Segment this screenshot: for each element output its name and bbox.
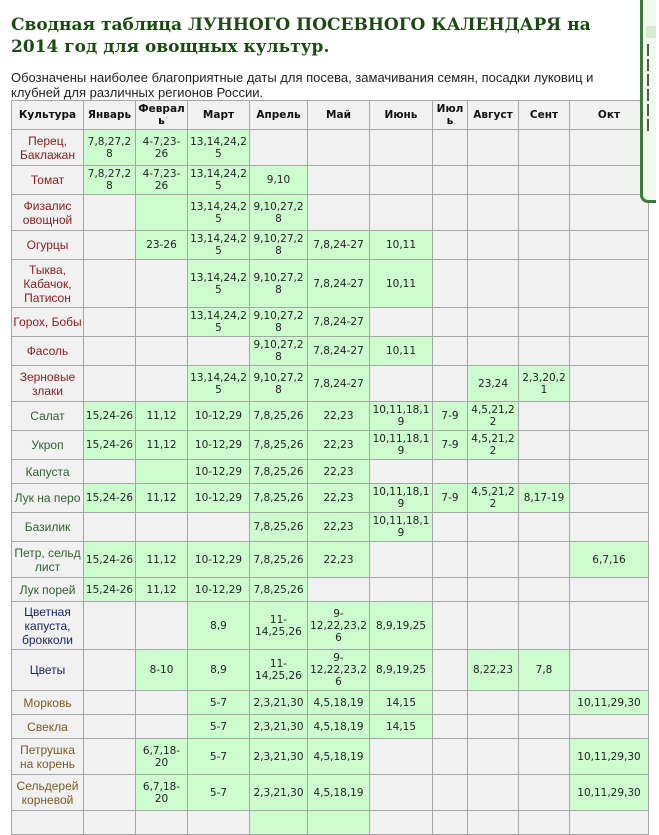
date-cell: 4,5,18,19	[308, 739, 370, 775]
date-cell	[519, 431, 570, 460]
date-cell: 9,10,27,28	[250, 195, 308, 231]
date-cell	[433, 166, 468, 195]
date-cell	[570, 578, 649, 602]
date-cell	[468, 231, 519, 260]
date-cell: 11-14,25,26	[250, 602, 308, 650]
date-cell	[433, 308, 468, 337]
date-cell	[570, 231, 649, 260]
date-cell	[570, 366, 649, 402]
date-cell: 9-12,22,23,26	[308, 650, 370, 691]
date-cell: 7,8,24-27	[308, 231, 370, 260]
date-cell: 22,23	[308, 431, 370, 460]
date-cell	[519, 231, 570, 260]
date-cell: 13,14,24,25	[188, 308, 250, 337]
table-row	[12, 431, 649, 460]
table-row	[12, 578, 649, 602]
date-cell	[468, 195, 519, 231]
table-row	[12, 484, 649, 513]
date-cell: 7,8,25,26	[250, 578, 308, 602]
date-cell	[468, 715, 519, 739]
date-cell	[519, 337, 570, 366]
crop-name-cell: Сельдерей корневой	[12, 775, 84, 811]
date-cell	[570, 308, 649, 337]
date-cell	[433, 650, 468, 691]
date-cell	[570, 602, 649, 650]
date-cell	[433, 130, 468, 166]
date-cell: 10-12,29	[188, 402, 250, 431]
date-cell: 4,5,18,19	[308, 715, 370, 739]
date-cell: 6,7,16	[570, 542, 649, 578]
table-row	[12, 231, 649, 260]
date-cell	[136, 602, 188, 650]
date-cell: 13,14,24,25	[188, 260, 250, 308]
column-header-month: Февраль	[136, 101, 188, 130]
popup-text-lines	[647, 44, 655, 134]
column-header-month: Апрель	[250, 101, 308, 130]
date-cell: 7-9	[433, 484, 468, 513]
date-cell	[84, 811, 136, 835]
date-cell	[188, 513, 250, 542]
date-cell: 7,8,24-27	[308, 337, 370, 366]
lunar-calendar-table	[11, 100, 649, 835]
column-header-crop: Культура	[12, 101, 84, 130]
table-row	[12, 691, 649, 715]
date-cell: 10,11,29,30	[570, 691, 649, 715]
side-popup-panel	[640, 0, 656, 203]
date-cell	[136, 260, 188, 308]
date-cell	[370, 195, 433, 231]
table-body	[12, 130, 649, 835]
date-cell	[370, 308, 433, 337]
date-cell	[570, 195, 649, 231]
date-cell	[468, 578, 519, 602]
table-row	[12, 402, 649, 431]
date-cell: 10,11,18,19	[370, 513, 433, 542]
crop-name-cell: Огурцы	[12, 231, 84, 260]
date-cell	[84, 602, 136, 650]
date-cell	[519, 460, 570, 484]
crop-name-cell: Фасоль	[12, 337, 84, 366]
crop-name-cell: Базилик	[12, 513, 84, 542]
date-cell: 2,3,21,30	[250, 691, 308, 715]
date-cell	[433, 195, 468, 231]
crop-name-cell: Тыква, Кабачок, Патисон	[12, 260, 84, 308]
date-cell: 10-12,29	[188, 431, 250, 460]
date-cell	[570, 715, 649, 739]
date-cell: 8,9,19,25	[370, 650, 433, 691]
date-cell	[519, 542, 570, 578]
date-cell	[468, 602, 519, 650]
crop-name-cell: Физалис овощной	[12, 195, 84, 231]
date-cell	[84, 366, 136, 402]
date-cell: 8,22,23	[468, 650, 519, 691]
date-cell: 4,5,21,22	[468, 484, 519, 513]
date-cell: 11,12	[136, 402, 188, 431]
date-cell: 22,23	[308, 484, 370, 513]
date-cell	[570, 166, 649, 195]
table-row	[12, 260, 649, 308]
date-cell	[570, 130, 649, 166]
date-cell: 7,8	[519, 650, 570, 691]
table-row	[12, 715, 649, 739]
column-header-month: Май	[308, 101, 370, 130]
date-cell	[468, 166, 519, 195]
table-row	[12, 513, 649, 542]
date-cell: 13,14,24,25	[188, 231, 250, 260]
date-cell	[519, 260, 570, 308]
date-cell: 6,7,18-20	[136, 775, 188, 811]
date-cell	[433, 578, 468, 602]
column-header-month: Окт	[570, 101, 649, 130]
table-row	[12, 739, 649, 775]
date-cell: 14,15	[370, 715, 433, 739]
date-cell	[519, 578, 570, 602]
date-cell: 10,11,29,30	[570, 739, 649, 775]
table-row	[12, 542, 649, 578]
column-header-month: Июль	[433, 101, 468, 130]
date-cell: 7,8,24-27	[308, 308, 370, 337]
date-cell	[570, 460, 649, 484]
date-cell	[370, 775, 433, 811]
date-cell: 11,12	[136, 578, 188, 602]
date-cell: 4,5,18,19	[308, 691, 370, 715]
date-cell	[370, 739, 433, 775]
date-cell: 2,3,20,21	[519, 366, 570, 402]
crop-name-cell: Томат	[12, 166, 84, 195]
date-cell	[433, 602, 468, 650]
date-cell	[433, 513, 468, 542]
date-cell	[519, 513, 570, 542]
date-cell	[468, 811, 519, 835]
date-cell	[570, 402, 649, 431]
date-cell	[433, 691, 468, 715]
date-cell	[433, 337, 468, 366]
table-header-row	[12, 101, 649, 130]
date-cell: 10,11	[370, 231, 433, 260]
table-row	[12, 650, 649, 691]
date-cell	[433, 775, 468, 811]
date-cell: 9,10,27,28	[250, 337, 308, 366]
crop-name-cell: Горох, Бобы	[12, 308, 84, 337]
date-cell: 10,11	[370, 260, 433, 308]
date-cell	[370, 578, 433, 602]
date-cell: 4-7,23-26	[136, 166, 188, 195]
date-cell	[84, 231, 136, 260]
date-cell	[468, 337, 519, 366]
column-header-month: Март	[188, 101, 250, 130]
date-cell	[433, 366, 468, 402]
column-header-month: Январь	[84, 101, 136, 130]
date-cell: 2,3,21,30	[250, 715, 308, 739]
date-cell	[570, 513, 649, 542]
date-cell: 22,23	[308, 402, 370, 431]
date-cell: 7,8,27,28	[84, 166, 136, 195]
table-row	[12, 366, 649, 402]
crop-name-cell: Свекла	[12, 715, 84, 739]
column-header-month: Август	[468, 101, 519, 130]
date-cell	[468, 308, 519, 337]
date-cell	[433, 260, 468, 308]
date-cell: 15,24-26	[84, 402, 136, 431]
date-cell	[84, 260, 136, 308]
date-cell	[570, 811, 649, 835]
date-cell	[370, 542, 433, 578]
date-cell	[370, 366, 433, 402]
date-cell: 11,12	[136, 542, 188, 578]
date-cell	[308, 811, 370, 835]
date-cell: 9,10,27,28	[250, 231, 308, 260]
date-cell	[519, 739, 570, 775]
date-cell: 7,8,25,26	[250, 431, 308, 460]
date-cell	[370, 460, 433, 484]
date-cell	[136, 691, 188, 715]
date-cell	[136, 715, 188, 739]
date-cell	[570, 337, 649, 366]
date-cell: 11,12	[136, 431, 188, 460]
table-row	[12, 602, 649, 650]
table-row	[12, 308, 649, 337]
date-cell	[136, 513, 188, 542]
date-cell: 15,24-26	[84, 578, 136, 602]
date-cell	[308, 166, 370, 195]
date-cell	[308, 195, 370, 231]
date-cell: 22,23	[308, 513, 370, 542]
date-cell	[308, 130, 370, 166]
date-cell: 5-7	[188, 775, 250, 811]
crop-name-cell: Перец, Баклажан	[12, 130, 84, 166]
date-cell: 23,24	[468, 366, 519, 402]
date-cell: 7,8,27,28	[84, 130, 136, 166]
date-cell: 7,8,25,26	[250, 484, 308, 513]
crop-name-cell: Морковь	[12, 691, 84, 715]
date-cell	[84, 650, 136, 691]
date-cell: 6,7,18-20	[136, 739, 188, 775]
table-row	[12, 195, 649, 231]
date-cell: 4-7,23-26	[136, 130, 188, 166]
date-cell: 8,9,19,25	[370, 602, 433, 650]
date-cell: 4,5,18,19	[308, 775, 370, 811]
date-cell	[188, 811, 250, 835]
date-cell	[519, 691, 570, 715]
crop-name-cell: Петр, сельд лист	[12, 542, 84, 578]
date-cell: 22,23	[308, 460, 370, 484]
page-title: Сводная таблица ЛУННОГО ПОСЕВНОГО КАЛЕНДАРЯ на 2014 год для овощных культур.	[11, 15, 591, 57]
date-cell	[519, 402, 570, 431]
date-cell: 7-9	[433, 431, 468, 460]
date-cell: 4,5,21,22	[468, 431, 519, 460]
crop-name-cell: Капуста	[12, 460, 84, 484]
date-cell	[433, 739, 468, 775]
date-cell	[136, 308, 188, 337]
date-cell: 13,14,24,25	[188, 130, 250, 166]
date-cell: 8,17-19	[519, 484, 570, 513]
date-cell: 2,3,21,30	[250, 739, 308, 775]
date-cell: 11-14,25,26	[250, 650, 308, 691]
date-cell: 9,10,27,28	[250, 260, 308, 308]
date-cell	[188, 337, 250, 366]
crop-name-cell: Цветная капуста, брокколи	[12, 602, 84, 650]
date-cell: 13,14,24,25	[188, 195, 250, 231]
date-cell: 7-9	[433, 402, 468, 431]
date-cell: 10-12,29	[188, 542, 250, 578]
date-cell: 9,10,27,28	[250, 308, 308, 337]
date-cell: 14,15	[370, 691, 433, 715]
date-cell	[250, 130, 308, 166]
column-header-month: Июнь	[370, 101, 433, 130]
date-cell: 15,24-26	[84, 431, 136, 460]
date-cell: 13,14,24,25	[188, 366, 250, 402]
table-row	[12, 775, 649, 811]
date-cell	[519, 166, 570, 195]
table-row	[12, 460, 649, 484]
date-cell: 15,24-26	[84, 542, 136, 578]
date-cell: 8,9	[188, 650, 250, 691]
date-cell: 10,11	[370, 337, 433, 366]
date-cell	[136, 195, 188, 231]
date-cell	[136, 460, 188, 484]
date-cell	[84, 337, 136, 366]
date-cell	[570, 484, 649, 513]
date-cell	[468, 260, 519, 308]
crop-name-cell: Петрушка на корень	[12, 739, 84, 775]
date-cell	[468, 460, 519, 484]
date-cell: 7,8,24-27	[308, 260, 370, 308]
date-cell	[468, 130, 519, 166]
date-cell	[468, 775, 519, 811]
date-cell	[519, 811, 570, 835]
date-cell	[84, 691, 136, 715]
date-cell	[570, 260, 649, 308]
date-cell	[84, 739, 136, 775]
date-cell	[433, 715, 468, 739]
date-cell: 10,11,29,30	[570, 775, 649, 811]
date-cell	[84, 715, 136, 739]
crop-name-cell	[12, 811, 84, 835]
date-cell: 5-7	[188, 691, 250, 715]
date-cell	[433, 460, 468, 484]
date-cell	[433, 542, 468, 578]
date-cell: 22,23	[308, 542, 370, 578]
date-cell	[433, 811, 468, 835]
date-cell	[136, 811, 188, 835]
date-cell	[250, 811, 308, 835]
date-cell	[370, 166, 433, 195]
date-cell: 8,9	[188, 602, 250, 650]
date-cell: 7,8,25,26	[250, 460, 308, 484]
date-cell: 5-7	[188, 739, 250, 775]
crop-name-cell: Лук порей	[12, 578, 84, 602]
date-cell	[468, 691, 519, 715]
date-cell: 15,24-26	[84, 484, 136, 513]
date-cell: 11,12	[136, 484, 188, 513]
date-cell	[370, 130, 433, 166]
crop-name-cell: Салат	[12, 402, 84, 431]
date-cell: 10-12,29	[188, 460, 250, 484]
date-cell: 9-12,22,23,26	[308, 602, 370, 650]
date-cell: 10-12,29	[188, 578, 250, 602]
date-cell	[308, 578, 370, 602]
intro-text: Обозначены наиболее благоприятные даты для посева, замачивания семян, посадки луковиц и клубней для различных регионов России.	[11, 70, 594, 100]
popup-header-band	[646, 26, 656, 38]
crop-name-cell: Цветы	[12, 650, 84, 691]
date-cell	[519, 308, 570, 337]
table-row	[12, 130, 649, 166]
date-cell	[468, 513, 519, 542]
date-cell	[136, 366, 188, 402]
date-cell	[468, 542, 519, 578]
crop-name-cell: Лук на перо	[12, 484, 84, 513]
date-cell	[84, 513, 136, 542]
date-cell	[370, 811, 433, 835]
column-header-month: Сент	[519, 101, 570, 130]
date-cell: 10,11,18,19	[370, 484, 433, 513]
date-cell	[519, 715, 570, 739]
date-cell: 7,8,25,26	[250, 402, 308, 431]
date-cell	[84, 195, 136, 231]
date-cell: 10,11,18,19	[370, 402, 433, 431]
date-cell	[136, 337, 188, 366]
date-cell: 13,14,24,25	[188, 166, 250, 195]
date-cell	[519, 130, 570, 166]
date-cell: 10-12,29	[188, 484, 250, 513]
date-cell	[468, 739, 519, 775]
date-cell	[570, 650, 649, 691]
date-cell	[519, 602, 570, 650]
date-cell	[433, 231, 468, 260]
date-cell: 7,8,24-27	[308, 366, 370, 402]
crop-name-cell: Зерновые злаки	[12, 366, 84, 402]
date-cell: 4,5,21,22	[468, 402, 519, 431]
date-cell: 9,10	[250, 166, 308, 195]
table-row	[12, 811, 649, 835]
date-cell	[84, 775, 136, 811]
date-cell: 23-26	[136, 231, 188, 260]
crop-name-cell: Укроп	[12, 431, 84, 460]
date-cell	[84, 308, 136, 337]
date-cell: 8-10	[136, 650, 188, 691]
date-cell	[519, 775, 570, 811]
date-cell	[519, 195, 570, 231]
date-cell: 9,10,27,28	[250, 366, 308, 402]
date-cell	[84, 460, 136, 484]
date-cell: 10,11,18,19	[370, 431, 433, 460]
date-cell: 5-7	[188, 715, 250, 739]
date-cell: 2,3,21,30	[250, 775, 308, 811]
table-row	[12, 166, 649, 195]
date-cell: 7,8,25,26	[250, 542, 308, 578]
table-row	[12, 337, 649, 366]
date-cell: 7,8,25,26	[250, 513, 308, 542]
date-cell	[570, 431, 649, 460]
